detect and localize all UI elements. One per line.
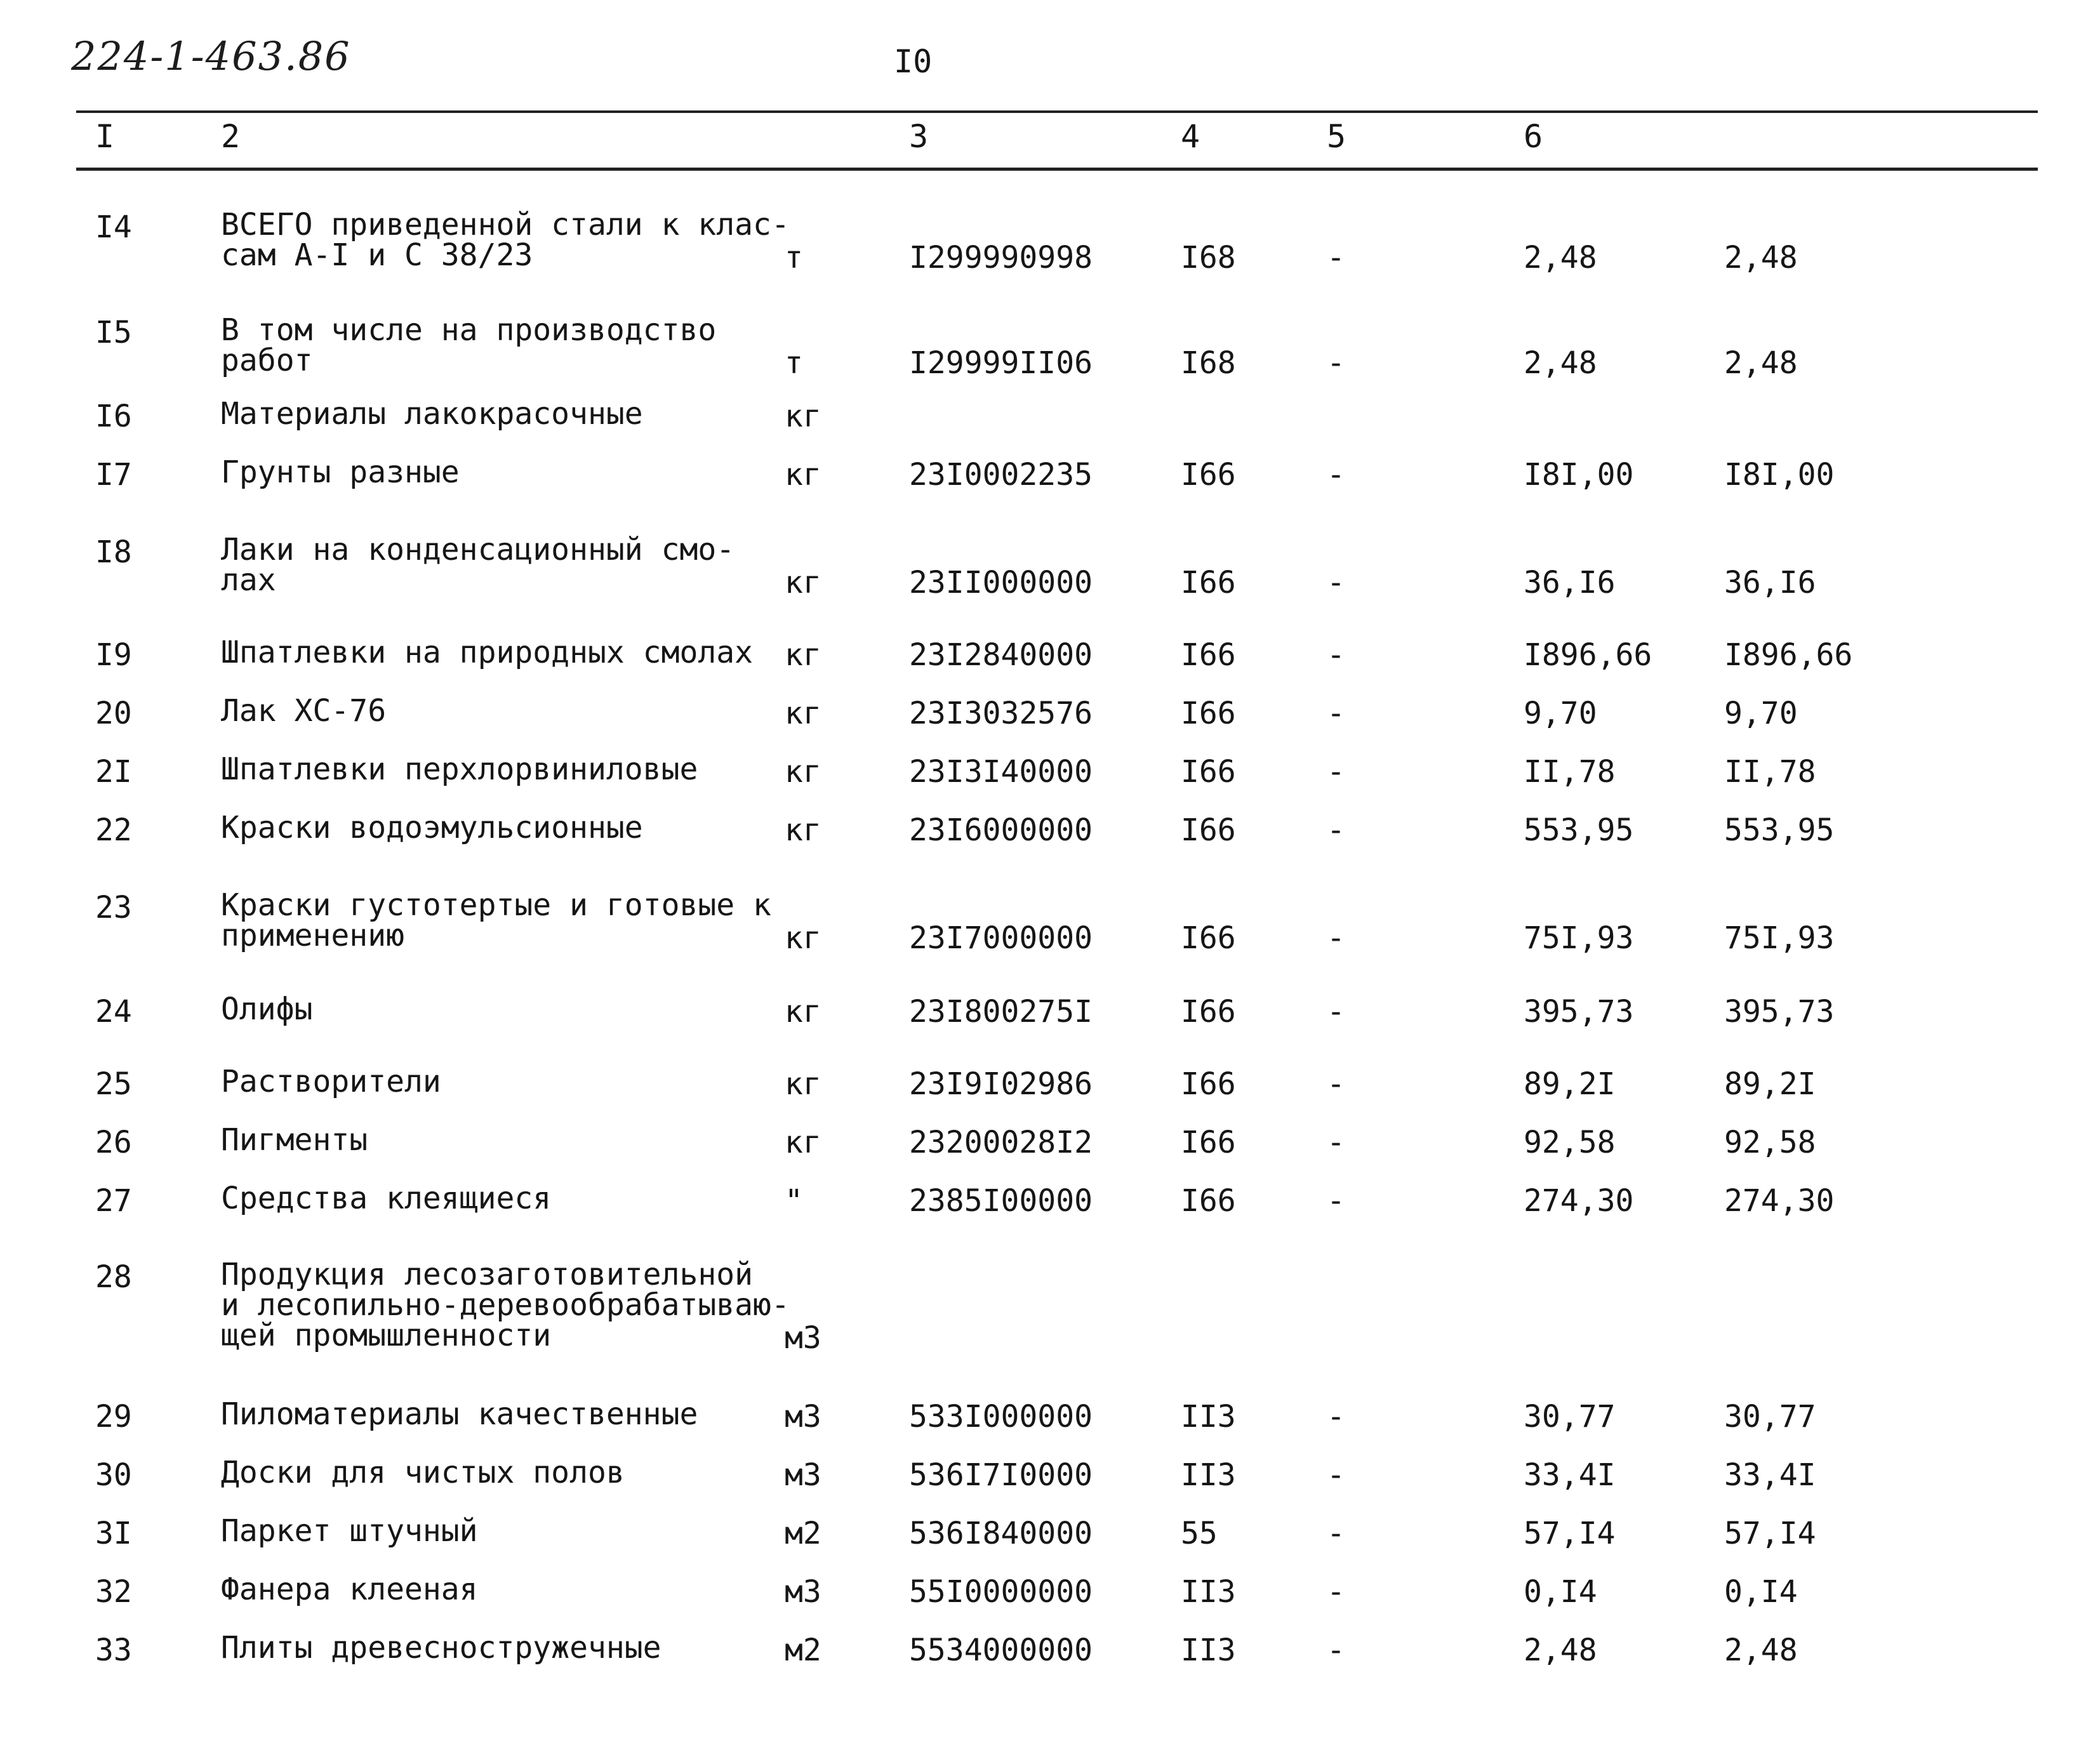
item-code: 23II000000 [909, 565, 1093, 600]
item-name-line: Продукция лесозаготовительной [221, 1257, 754, 1292]
quantity-total: 2,48 [1724, 345, 1798, 381]
column-4-value: I66 [1181, 812, 1236, 848]
row-number: 28 [95, 1259, 132, 1295]
column-header-2: 2 [221, 118, 241, 155]
column-4-value: II3 [1181, 1457, 1236, 1493]
item-name-line: сам А-I и С 38/23 [221, 237, 533, 273]
column-5-value: - [1327, 1183, 1345, 1219]
table-row [0, 637, 2100, 674]
item-code: 533I000000 [909, 1399, 1093, 1434]
quantity-total: 89,2I [1724, 1066, 1816, 1102]
column-5-value: - [1327, 754, 1345, 790]
column-4-value: I66 [1181, 994, 1236, 1030]
unit: кг [785, 1125, 821, 1160]
item-code: 536I7I0000 [909, 1457, 1093, 1493]
quantity-total: 75I,93 [1724, 920, 1835, 956]
quantity-value: 57,I4 [1524, 1516, 1616, 1551]
quantity-value: 92,58 [1524, 1125, 1616, 1160]
quantity-total: 30,77 [1724, 1399, 1816, 1434]
unit: кг [785, 637, 821, 673]
quantity-value: I8I,00 [1524, 457, 1634, 493]
page-number: I0 [894, 43, 933, 80]
item-code: 23I800275I [909, 994, 1093, 1030]
item-name-line: Краски густотертые и готовые к [221, 887, 771, 923]
column-header-3: 3 [909, 118, 929, 155]
unit: т [785, 345, 803, 381]
item-code: 5534000000 [909, 1633, 1093, 1668]
row-number: 29 [95, 1399, 132, 1434]
unit: кг [785, 920, 821, 956]
row-number: 30 [95, 1457, 132, 1493]
quantity-value: 33,4I [1524, 1457, 1616, 1493]
quantity-value: II,78 [1524, 754, 1616, 790]
column-5-value: - [1327, 920, 1345, 956]
unit: м2 [785, 1516, 821, 1551]
quantity-total: 274,30 [1724, 1183, 1835, 1219]
quantity-total: I896,66 [1724, 637, 1853, 673]
item-name-line: Доски для чистых полов [221, 1455, 625, 1490]
quantity-total: 9,70 [1724, 696, 1798, 731]
table-row [0, 1066, 2100, 1103]
table-row [0, 812, 2100, 849]
table-header-rule [76, 168, 2038, 171]
column-4-value: I66 [1181, 565, 1236, 600]
table-row [0, 693, 2100, 732]
column-header-4: 4 [1181, 118, 1200, 155]
row-number: 23 [95, 890, 132, 925]
item-code: 2385I00000 [909, 1183, 1093, 1219]
column-4-value: II3 [1181, 1633, 1236, 1668]
table-row [0, 312, 2100, 382]
column-5-value: - [1327, 565, 1345, 600]
quantity-value: 30,77 [1524, 1399, 1616, 1434]
item-code: 23I3I40000 [909, 754, 1093, 790]
table-row [0, 454, 2100, 494]
item-code: I29999II06 [909, 345, 1093, 381]
column-4-value: II3 [1181, 1574, 1236, 1610]
column-4-value: I66 [1181, 920, 1236, 956]
quantity-value: 9,70 [1524, 696, 1597, 731]
table-row [0, 1396, 2100, 1436]
item-name-line: Лаки на конденсационный смо- [221, 532, 735, 567]
column-5-value: - [1327, 1399, 1345, 1434]
unit: кг [785, 696, 821, 731]
column-5-value: - [1327, 240, 1345, 275]
column-4-value: I68 [1181, 240, 1236, 275]
item-code: 23I7000000 [909, 920, 1093, 956]
column-5-value: - [1327, 696, 1345, 731]
quantity-total: 57,I4 [1724, 1516, 1816, 1551]
quantity-value: 2,48 [1524, 240, 1597, 275]
table-row [0, 209, 2100, 277]
table-row [0, 1183, 2100, 1220]
table-row [0, 1630, 2100, 1669]
item-code: 55I0000000 [909, 1574, 1093, 1610]
row-number: 20 [95, 696, 132, 731]
row-number: 27 [95, 1183, 132, 1219]
row-number: I4 [95, 209, 132, 245]
row-number: 33 [95, 1633, 132, 1668]
column-5-value: - [1327, 1457, 1345, 1493]
table-row [0, 991, 2100, 1031]
table-row [0, 887, 2100, 957]
item-name-line: Материалы лакокрасочные [221, 396, 643, 432]
item-code: 23I2840000 [909, 637, 1093, 673]
quantity-value: 553,95 [1524, 812, 1634, 848]
item-name-line: Шпатлевки на природных смолах [221, 635, 754, 670]
quantity-value: I896,66 [1524, 637, 1652, 673]
table-row [0, 1513, 2100, 1553]
item-code: 23I3032576 [909, 696, 1093, 731]
item-name-line: Шпатлевки перхлорвиниловые [221, 752, 698, 787]
row-number: I8 [95, 534, 132, 570]
item-code: I299990998 [909, 240, 1093, 275]
column-4-value: I66 [1181, 754, 1236, 790]
item-name-line: Фанера клееная [221, 1572, 478, 1607]
quantity-total: II,78 [1724, 754, 1816, 790]
row-number: I6 [95, 399, 132, 434]
column-5-value: - [1327, 1125, 1345, 1160]
item-name-line: работ [221, 343, 313, 378]
quantity-value: 0,I4 [1524, 1574, 1597, 1610]
quantity-total: 2,48 [1724, 1633, 1798, 1668]
row-number: 25 [95, 1066, 132, 1102]
item-name-line: Олифы [221, 991, 313, 1027]
table-row [0, 1457, 2100, 1494]
column-4-value: I66 [1181, 696, 1236, 731]
unit: кг [785, 994, 821, 1030]
table-row [0, 396, 2100, 435]
column-5-value: - [1327, 1516, 1345, 1551]
quantity-value: 274,30 [1524, 1183, 1634, 1219]
column-5-value: - [1327, 345, 1345, 381]
column-4-value: I66 [1181, 1183, 1236, 1219]
column-5-value: - [1327, 812, 1345, 848]
item-code: 23I6000000 [909, 812, 1093, 848]
quantity-total: 553,95 [1724, 812, 1835, 848]
item-code: 23I9I02986 [909, 1066, 1093, 1102]
unit: кг [785, 812, 821, 848]
item-name-line: Растворители [221, 1064, 441, 1099]
unit: м3 [785, 1457, 821, 1493]
item-name-line: щей промышленности [221, 1318, 552, 1353]
item-name-line: и лесопильно-деревообрабатываю- [221, 1287, 790, 1323]
quantity-value: 36,I6 [1524, 565, 1616, 600]
column-4-value: 55 [1181, 1516, 1218, 1551]
column-4-value: I66 [1181, 1066, 1236, 1102]
item-name-line: лах [221, 562, 276, 598]
column-4-value: I66 [1181, 1125, 1236, 1160]
table-row [0, 754, 2100, 791]
column-header-6: 6 [1524, 118, 1543, 155]
unit: " [785, 1183, 803, 1219]
unit: кг [785, 457, 821, 493]
column-4-value: I66 [1181, 637, 1236, 673]
item-name-line: Пигменты [221, 1122, 368, 1158]
unit: м2 [785, 1633, 821, 1668]
unit: кг [785, 399, 821, 434]
item-name-line: ВСЕГО приведенной стали к клас- [221, 207, 790, 242]
item-name-line: Средства клеящиеся [221, 1181, 552, 1216]
quantity-total: I8I,00 [1724, 457, 1835, 493]
column-header-1: I [95, 118, 115, 155]
item-name-line: В том числе на производство [221, 312, 717, 348]
quantity-value: 2,48 [1524, 345, 1597, 381]
row-number: 24 [95, 994, 132, 1030]
item-name-line: Пиломатериалы качественные [221, 1396, 698, 1432]
item-code: 23I0002235 [909, 457, 1093, 493]
row-number: I7 [95, 457, 132, 493]
quantity-value: 2,48 [1524, 1633, 1597, 1668]
item-code: 23200028I2 [909, 1125, 1093, 1160]
item-name-line: Краски водоэмульсионные [221, 810, 643, 845]
row-number: 22 [95, 812, 132, 848]
unit: м3 [785, 1320, 821, 1356]
column-4-value: I66 [1181, 457, 1236, 493]
column-5-value: - [1327, 637, 1345, 673]
row-number: I5 [95, 315, 132, 350]
table-row [0, 1574, 2100, 1611]
table-row [0, 1259, 2100, 1357]
table-row [0, 1122, 2100, 1162]
unit: м3 [785, 1399, 821, 1434]
column-4-value: I68 [1181, 345, 1236, 381]
quantity-value: 395,73 [1524, 994, 1634, 1030]
quantity-total: 33,4I [1724, 1457, 1816, 1493]
column-5-value: - [1327, 1574, 1345, 1610]
row-number: 26 [95, 1125, 132, 1160]
item-name-line: применению [221, 918, 404, 953]
quantity-total: 36,I6 [1724, 565, 1816, 600]
column-5-value: - [1327, 1066, 1345, 1102]
unit: кг [785, 1066, 821, 1102]
column-header-5: 5 [1327, 118, 1346, 155]
unit: м3 [785, 1574, 821, 1610]
quantity-value: 75I,93 [1524, 920, 1634, 956]
row-number: I9 [95, 637, 132, 673]
column-5-value: - [1327, 1633, 1345, 1668]
quantity-total: 395,73 [1724, 994, 1835, 1030]
item-name-line: Плиты древесностружечные [221, 1630, 661, 1666]
item-name-line: Лак ХС-76 [221, 693, 387, 729]
unit: кг [785, 565, 821, 600]
table-row [0, 534, 2100, 602]
unit: кг [785, 754, 821, 790]
column-4-value: II3 [1181, 1399, 1236, 1434]
column-5-value: - [1327, 457, 1345, 493]
row-number: 2I [95, 754, 132, 790]
quantity-total: 2,48 [1724, 240, 1798, 275]
row-number: 3I [95, 1516, 132, 1551]
table-top-rule [76, 110, 2038, 113]
quantity-value: 89,2I [1524, 1066, 1616, 1102]
item-name-line: Грунты разные [221, 454, 460, 490]
item-code: 536I840000 [909, 1516, 1093, 1551]
unit: т [785, 240, 803, 275]
column-5-value: - [1327, 994, 1345, 1030]
item-name-line: Паркет штучный [221, 1513, 478, 1549]
document-code: 224-1-463.86 [71, 33, 351, 79]
quantity-total: 92,58 [1724, 1125, 1816, 1160]
quantity-total: 0,I4 [1724, 1574, 1798, 1610]
row-number: 32 [95, 1574, 132, 1610]
